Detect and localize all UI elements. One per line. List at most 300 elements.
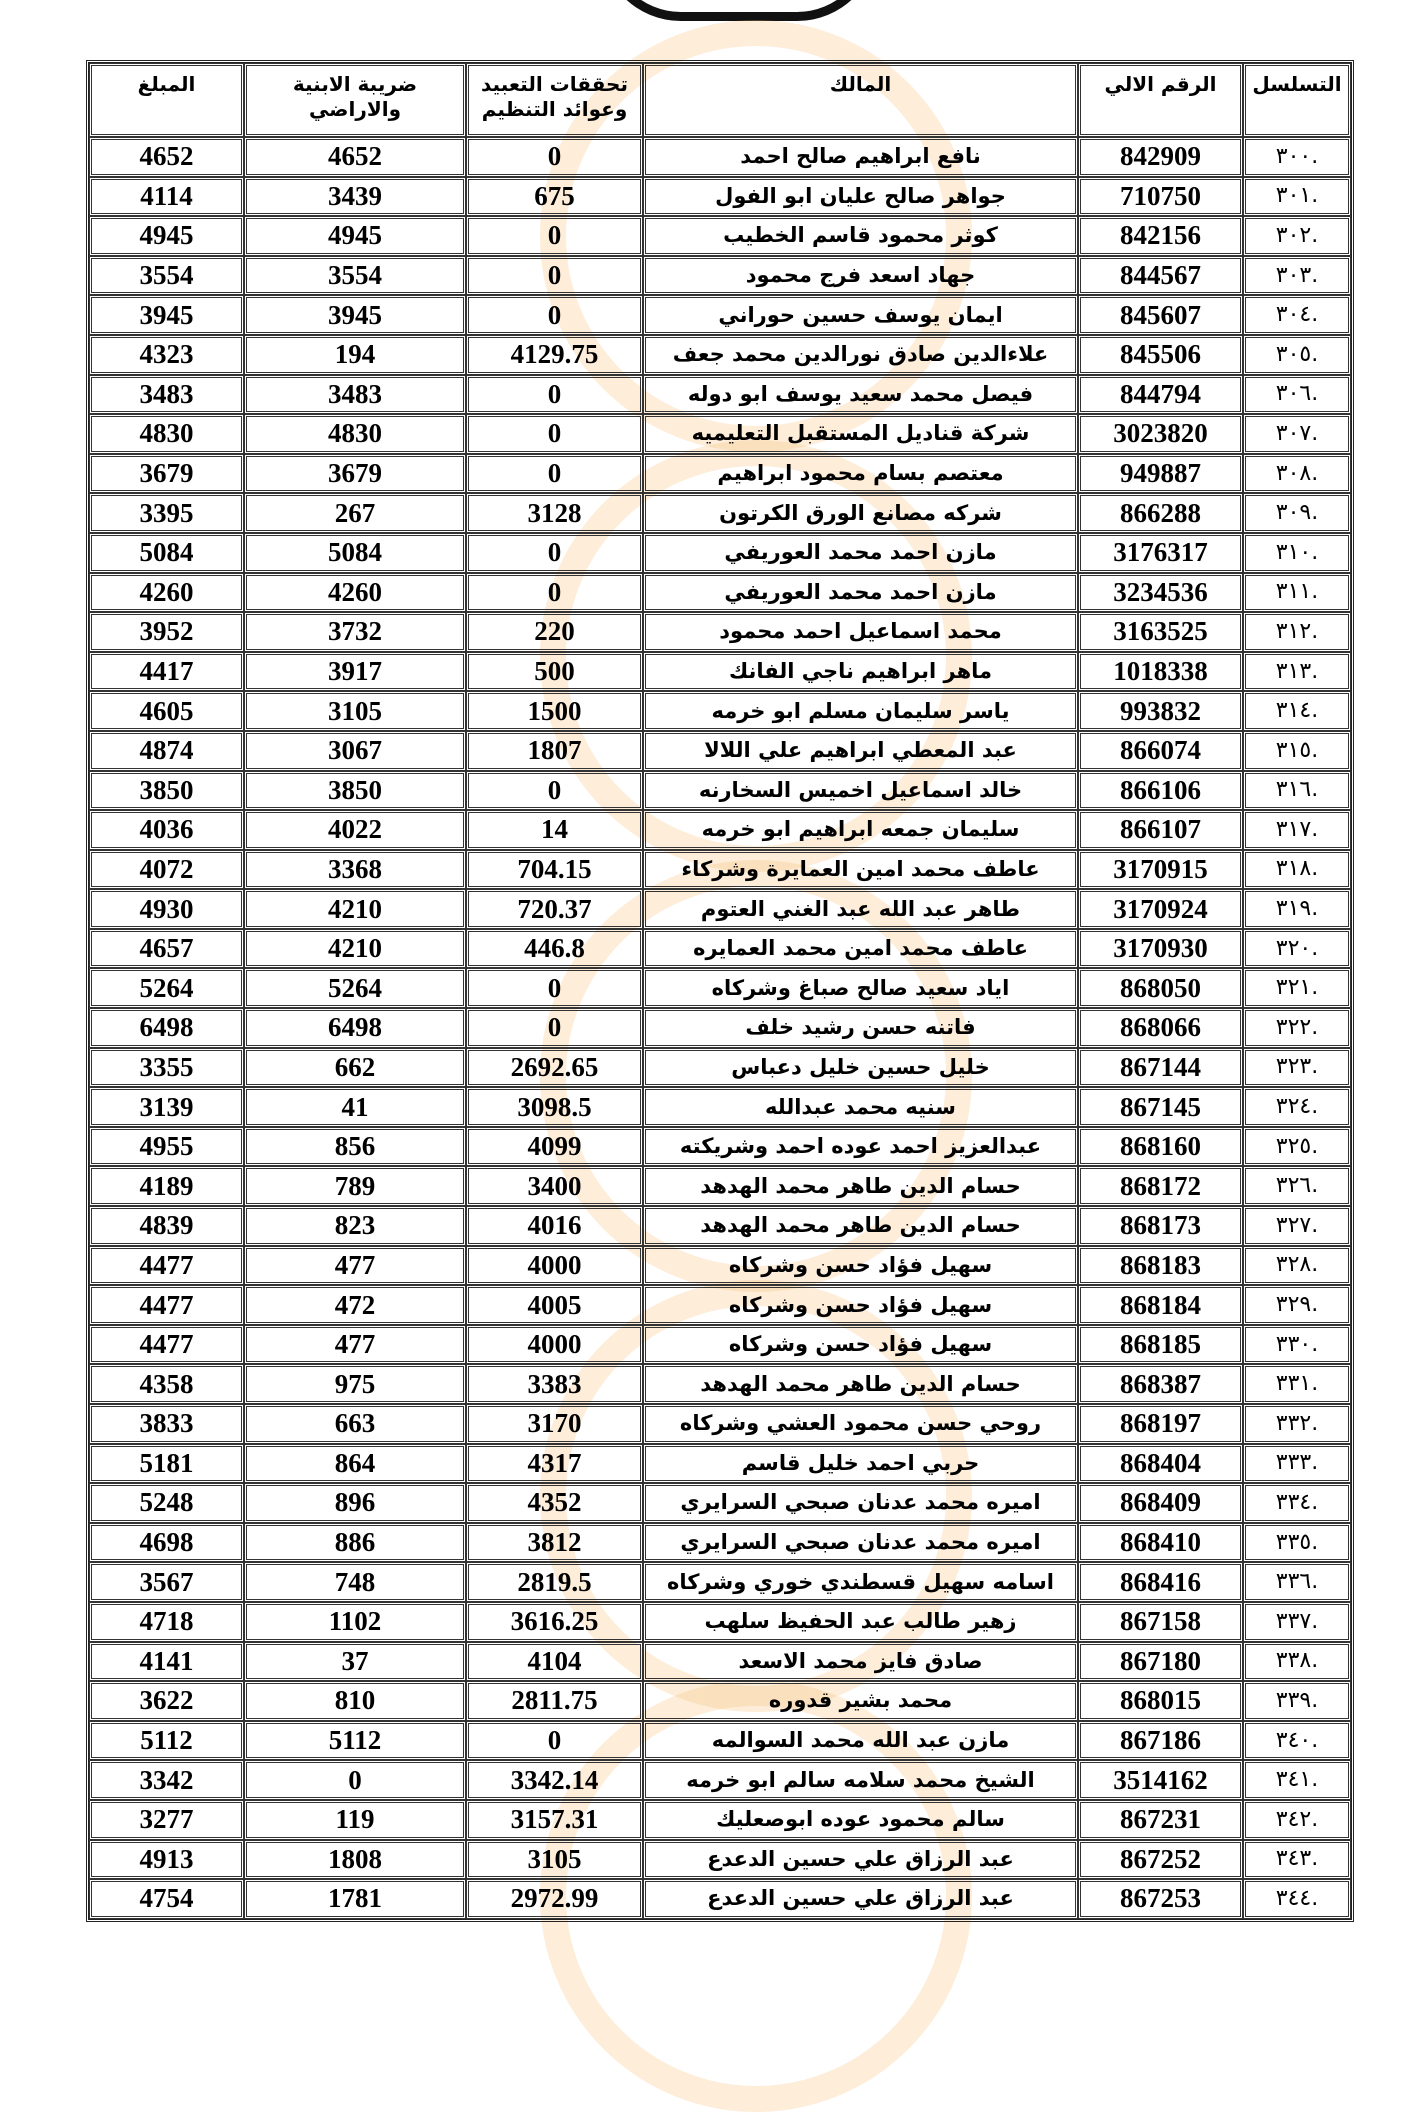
cell-owner: مازن احمد محمد العوريفي bbox=[643, 573, 1078, 613]
table-row bbox=[89, 1285, 1351, 1325]
cell-serial: .٣١٢ bbox=[1243, 612, 1351, 652]
table-row bbox=[89, 1444, 1351, 1484]
table-row bbox=[89, 1087, 1351, 1127]
cell-owner: علاءالدين صادق نورالدين محمد جعف bbox=[643, 335, 1078, 375]
cell-amount: 4605 bbox=[89, 691, 244, 731]
cell-improvement-fees: 4016 bbox=[466, 1206, 643, 1246]
cell-owner: عبدالعزيز احمد عوده احمد وشريكته bbox=[643, 1127, 1078, 1167]
cell-building-land-tax: 477 bbox=[244, 1325, 466, 1365]
cell-building-land-tax: 3368 bbox=[244, 850, 466, 890]
cell-building-land-tax: 5264 bbox=[244, 968, 466, 1008]
cell-improvement-fees: 2819.5 bbox=[466, 1562, 643, 1602]
cell-amount: 4839 bbox=[89, 1206, 244, 1246]
cell-owner: حربي احمد خليل قاسم bbox=[643, 1444, 1078, 1484]
cell-amount: 4874 bbox=[89, 731, 244, 771]
cell-improvement-fees: 3383 bbox=[466, 1364, 643, 1404]
cell-building-land-tax: 3067 bbox=[244, 731, 466, 771]
cell-improvement-fees: 2972.99 bbox=[466, 1879, 643, 1919]
cell-owner: اسامه سهيل قسطندي خوري وشركاه bbox=[643, 1562, 1078, 1602]
header-building-land-tax: ضريبة الابنية والاراضي bbox=[244, 63, 466, 137]
cell-serial: .٣٤٠ bbox=[1243, 1721, 1351, 1761]
cell-serial: .٣٠٥ bbox=[1243, 335, 1351, 375]
cell-owner: زهير طالب عبد الحفيظ سلهب bbox=[643, 1602, 1078, 1642]
cell-building-land-tax: 6498 bbox=[244, 1008, 466, 1048]
cell-improvement-fees: 3170 bbox=[466, 1404, 643, 1444]
cell-owner: اميره محمد عدنان صبحي السرايري bbox=[643, 1483, 1078, 1523]
cell-auto-number: 868015 bbox=[1078, 1681, 1243, 1721]
cell-building-land-tax: 4022 bbox=[244, 810, 466, 850]
table-row bbox=[89, 810, 1351, 850]
table-row bbox=[89, 1523, 1351, 1563]
cell-owner: روحي حسن محمود العشي وشركاه bbox=[643, 1404, 1078, 1444]
cell-amount: 5264 bbox=[89, 968, 244, 1008]
cell-amount: 4141 bbox=[89, 1642, 244, 1682]
cell-auto-number: 867253 bbox=[1078, 1879, 1243, 1919]
cell-serial: .٣١٧ bbox=[1243, 810, 1351, 850]
cell-building-land-tax: 1808 bbox=[244, 1840, 466, 1880]
table-row bbox=[89, 493, 1351, 533]
cell-auto-number: 3170924 bbox=[1078, 889, 1243, 929]
cell-serial: .٣٠٦ bbox=[1243, 375, 1351, 415]
cell-building-land-tax: 41 bbox=[244, 1087, 466, 1127]
table-row bbox=[89, 295, 1351, 335]
cell-auto-number: 867144 bbox=[1078, 1048, 1243, 1088]
cell-amount: 4114 bbox=[89, 177, 244, 217]
header-owner: المالك bbox=[643, 63, 1078, 137]
cell-improvement-fees: 4000 bbox=[466, 1246, 643, 1286]
cell-auto-number: 845506 bbox=[1078, 335, 1243, 375]
cell-owner: اميره محمد عدنان صبحي السرايري bbox=[643, 1523, 1078, 1563]
cell-owner: محمد اسماعيل احمد محمود bbox=[643, 612, 1078, 652]
cell-amount: 4358 bbox=[89, 1364, 244, 1404]
cell-improvement-fees: 0 bbox=[466, 256, 643, 296]
cell-owner: عبد المعطي ابراهيم علي اللالا bbox=[643, 731, 1078, 771]
cell-serial: .٣١١ bbox=[1243, 573, 1351, 613]
cell-serial: .٣٤٣ bbox=[1243, 1840, 1351, 1880]
cell-auto-number: 867186 bbox=[1078, 1721, 1243, 1761]
cell-auto-number: 866107 bbox=[1078, 810, 1243, 850]
table-row bbox=[89, 216, 1351, 256]
table-row bbox=[89, 929, 1351, 969]
table-row bbox=[89, 177, 1351, 217]
table-row bbox=[89, 1166, 1351, 1206]
cell-building-land-tax: 810 bbox=[244, 1681, 466, 1721]
cell-amount: 4955 bbox=[89, 1127, 244, 1167]
cell-amount: 4417 bbox=[89, 652, 244, 692]
cell-amount: 4830 bbox=[89, 414, 244, 454]
cell-building-land-tax: 789 bbox=[244, 1166, 466, 1206]
cell-serial: .٣٣٠ bbox=[1243, 1325, 1351, 1365]
table-row bbox=[89, 731, 1351, 771]
cell-amount: 4477 bbox=[89, 1246, 244, 1286]
cell-building-land-tax: 194 bbox=[244, 335, 466, 375]
cell-amount: 4036 bbox=[89, 810, 244, 850]
cell-auto-number: 845607 bbox=[1078, 295, 1243, 335]
cell-auto-number: 867180 bbox=[1078, 1642, 1243, 1682]
cell-auto-number: 866288 bbox=[1078, 493, 1243, 533]
cell-owner: اياد سعيد صالح صباغ وشركاه bbox=[643, 968, 1078, 1008]
cell-improvement-fees: 4129.75 bbox=[466, 335, 643, 375]
table-row bbox=[89, 375, 1351, 415]
cell-improvement-fees: 1807 bbox=[466, 731, 643, 771]
cell-building-land-tax: 3917 bbox=[244, 652, 466, 692]
cell-improvement-fees: 3616.25 bbox=[466, 1602, 643, 1642]
cell-amount: 4698 bbox=[89, 1523, 244, 1563]
cell-serial: .٣٣٩ bbox=[1243, 1681, 1351, 1721]
cell-improvement-fees: 3105 bbox=[466, 1840, 643, 1880]
cell-auto-number: 868404 bbox=[1078, 1444, 1243, 1484]
cell-owner: ماهر ابراهيم ناجي الفانك bbox=[643, 652, 1078, 692]
cell-serial: .٣٣٧ bbox=[1243, 1602, 1351, 1642]
cell-auto-number: 3234536 bbox=[1078, 573, 1243, 613]
table-row bbox=[89, 1364, 1351, 1404]
cell-serial: .٣١٩ bbox=[1243, 889, 1351, 929]
cell-building-land-tax: 3554 bbox=[244, 256, 466, 296]
table-row bbox=[89, 1404, 1351, 1444]
cell-serial: .٣٣٥ bbox=[1243, 1523, 1351, 1563]
cell-amount: 3679 bbox=[89, 454, 244, 494]
table-row bbox=[89, 1048, 1351, 1088]
cell-owner: حسام الدين طاهر محمد الهدهد bbox=[643, 1364, 1078, 1404]
cell-improvement-fees: 0 bbox=[466, 1721, 643, 1761]
cell-amount: 3850 bbox=[89, 771, 244, 811]
cell-building-land-tax: 4945 bbox=[244, 216, 466, 256]
cell-serial: .٣١٤ bbox=[1243, 691, 1351, 731]
table-row bbox=[89, 414, 1351, 454]
cell-serial: .٣١٠ bbox=[1243, 533, 1351, 573]
cell-improvement-fees: 2811.75 bbox=[466, 1681, 643, 1721]
cell-improvement-fees: 0 bbox=[466, 1008, 643, 1048]
cell-owner: سليمان جمعه ابراهيم ابو خرمه bbox=[643, 810, 1078, 850]
cell-auto-number: 868410 bbox=[1078, 1523, 1243, 1563]
cell-amount: 3567 bbox=[89, 1562, 244, 1602]
table-row bbox=[89, 771, 1351, 811]
cell-serial: .٣٠١ bbox=[1243, 177, 1351, 217]
cell-auto-number: 867231 bbox=[1078, 1800, 1243, 1840]
cell-owner: فاتنه حسن رشيد خلف bbox=[643, 1008, 1078, 1048]
cell-improvement-fees: 3128 bbox=[466, 493, 643, 533]
cell-amount: 3554 bbox=[89, 256, 244, 296]
cell-auto-number: 868173 bbox=[1078, 1206, 1243, 1246]
cell-auto-number: 844567 bbox=[1078, 256, 1243, 296]
table-row bbox=[89, 1642, 1351, 1682]
cell-amount: 4260 bbox=[89, 573, 244, 613]
cell-improvement-fees: 0 bbox=[466, 454, 643, 494]
cell-serial: .٣٣٣ bbox=[1243, 1444, 1351, 1484]
cell-auto-number: 993832 bbox=[1078, 691, 1243, 731]
cell-owner: عاطف محمد امين العمايرة وشركاء bbox=[643, 850, 1078, 890]
cell-amount: 4477 bbox=[89, 1325, 244, 1365]
cell-auto-number: 868172 bbox=[1078, 1166, 1243, 1206]
cell-building-land-tax: 4210 bbox=[244, 929, 466, 969]
cell-owner: جواهر صالح عليان ابو الفول bbox=[643, 177, 1078, 217]
cell-building-land-tax: 472 bbox=[244, 1285, 466, 1325]
cell-building-land-tax: 4652 bbox=[244, 137, 466, 177]
cell-building-land-tax: 5084 bbox=[244, 533, 466, 573]
cell-auto-number: 949887 bbox=[1078, 454, 1243, 494]
table-row bbox=[89, 1483, 1351, 1523]
cell-serial: .٣١٨ bbox=[1243, 850, 1351, 890]
cell-improvement-fees: 704.15 bbox=[466, 850, 643, 890]
cell-building-land-tax: 3679 bbox=[244, 454, 466, 494]
cell-improvement-fees: 4005 bbox=[466, 1285, 643, 1325]
table-row bbox=[89, 454, 1351, 494]
cell-owner: كوثر محمود قاسم الخطيب bbox=[643, 216, 1078, 256]
cell-building-land-tax: 663 bbox=[244, 1404, 466, 1444]
cell-amount: 3395 bbox=[89, 493, 244, 533]
table-row bbox=[89, 573, 1351, 613]
cell-improvement-fees: 4352 bbox=[466, 1483, 643, 1523]
cell-improvement-fees: 3098.5 bbox=[466, 1087, 643, 1127]
cell-owner: الشيخ محمد سلامه سالم ابو خرمه bbox=[643, 1760, 1078, 1800]
cell-building-land-tax: 5112 bbox=[244, 1721, 466, 1761]
cell-building-land-tax: 3483 bbox=[244, 375, 466, 415]
cell-serial: .٣٢٤ bbox=[1243, 1087, 1351, 1127]
cell-building-land-tax: 0 bbox=[244, 1760, 466, 1800]
table-row bbox=[89, 335, 1351, 375]
cell-auto-number: 3514162 bbox=[1078, 1760, 1243, 1800]
cell-serial: .٣٣٢ bbox=[1243, 1404, 1351, 1444]
cell-auto-number: 868387 bbox=[1078, 1364, 1243, 1404]
cell-amount: 4189 bbox=[89, 1166, 244, 1206]
cell-auto-number: 868416 bbox=[1078, 1562, 1243, 1602]
cell-improvement-fees: 0 bbox=[466, 968, 643, 1008]
cell-serial: .٣٠٩ bbox=[1243, 493, 1351, 533]
header-auto-number: الرقم الالي bbox=[1078, 63, 1243, 137]
cell-amount: 4913 bbox=[89, 1840, 244, 1880]
cell-building-land-tax: 886 bbox=[244, 1523, 466, 1563]
cell-amount: 4930 bbox=[89, 889, 244, 929]
table-row bbox=[89, 533, 1351, 573]
cell-improvement-fees: 4099 bbox=[466, 1127, 643, 1167]
cell-auto-number: 3170915 bbox=[1078, 850, 1243, 890]
cell-auto-number: 868185 bbox=[1078, 1325, 1243, 1365]
cell-improvement-fees: 4000 bbox=[466, 1325, 643, 1365]
cell-serial: .٣٢٦ bbox=[1243, 1166, 1351, 1206]
cell-amount: 3952 bbox=[89, 612, 244, 652]
cell-owner: خالد اسماعيل اخميس السخارنه bbox=[643, 771, 1078, 811]
cell-improvement-fees: 0 bbox=[466, 375, 643, 415]
cell-owner: خليل حسين خليل دعباس bbox=[643, 1048, 1078, 1088]
table-row bbox=[89, 1879, 1351, 1919]
table-row bbox=[89, 968, 1351, 1008]
cell-serial: .٣٠٢ bbox=[1243, 216, 1351, 256]
cell-auto-number: 868066 bbox=[1078, 1008, 1243, 1048]
table-row bbox=[89, 612, 1351, 652]
cell-amount: 4945 bbox=[89, 216, 244, 256]
cell-amount: 3139 bbox=[89, 1087, 244, 1127]
cell-improvement-fees: 4317 bbox=[466, 1444, 643, 1484]
emblem-arc bbox=[600, 0, 878, 21]
table-row bbox=[89, 889, 1351, 929]
cell-improvement-fees: 14 bbox=[466, 810, 643, 850]
cell-improvement-fees: 3157.31 bbox=[466, 1800, 643, 1840]
cell-owner: نافع ابراهيم صالح احمد bbox=[643, 137, 1078, 177]
cell-improvement-fees: 500 bbox=[466, 652, 643, 692]
cell-amount: 5084 bbox=[89, 533, 244, 573]
cell-auto-number: 868197 bbox=[1078, 1404, 1243, 1444]
cell-serial: .٣٣١ bbox=[1243, 1364, 1351, 1404]
table-row bbox=[89, 691, 1351, 731]
cell-serial: .٣٤١ bbox=[1243, 1760, 1351, 1800]
cell-improvement-fees: 0 bbox=[466, 414, 643, 454]
cell-auto-number: 842909 bbox=[1078, 137, 1243, 177]
cell-improvement-fees: 0 bbox=[466, 295, 643, 335]
header-serial: التسلسل bbox=[1243, 63, 1351, 137]
cell-owner: صادق فايز محمد الاسعد bbox=[643, 1642, 1078, 1682]
table-row bbox=[89, 1127, 1351, 1167]
cell-serial: .٣٢٧ bbox=[1243, 1206, 1351, 1246]
cell-owner: ايمان يوسف حسين حوراني bbox=[643, 295, 1078, 335]
cell-owner: سهيل فؤاد حسن وشركاه bbox=[643, 1325, 1078, 1365]
cell-improvement-fees: 675 bbox=[466, 177, 643, 217]
cell-improvement-fees: 0 bbox=[466, 771, 643, 811]
table-row bbox=[89, 1325, 1351, 1365]
cell-serial: .٣٣٨ bbox=[1243, 1642, 1351, 1682]
cell-building-land-tax: 864 bbox=[244, 1444, 466, 1484]
cell-improvement-fees: 446.8 bbox=[466, 929, 643, 969]
cell-serial: .٣١٥ bbox=[1243, 731, 1351, 771]
header-amount: المبلغ bbox=[89, 63, 244, 137]
cell-auto-number: 3176317 bbox=[1078, 533, 1243, 573]
cell-auto-number: 3023820 bbox=[1078, 414, 1243, 454]
cell-serial: .٣٤٢ bbox=[1243, 1800, 1351, 1840]
cell-improvement-fees: 3342.14 bbox=[466, 1760, 643, 1800]
cell-building-land-tax: 3732 bbox=[244, 612, 466, 652]
cell-auto-number: 868184 bbox=[1078, 1285, 1243, 1325]
cell-amount: 3833 bbox=[89, 1404, 244, 1444]
cell-improvement-fees: 4104 bbox=[466, 1642, 643, 1682]
cell-amount: 3483 bbox=[89, 375, 244, 415]
cell-serial: .٣٢١ bbox=[1243, 968, 1351, 1008]
cell-improvement-fees: 2692.65 bbox=[466, 1048, 643, 1088]
cell-owner: محمد بشير قدوره bbox=[643, 1681, 1078, 1721]
cell-serial: .٣٤٤ bbox=[1243, 1879, 1351, 1919]
cell-auto-number: 3163525 bbox=[1078, 612, 1243, 652]
cell-building-land-tax: 3105 bbox=[244, 691, 466, 731]
cell-amount: 5112 bbox=[89, 1721, 244, 1761]
cell-owner: سالم محمود عوده ابوصعليك bbox=[643, 1800, 1078, 1840]
cell-owner: عبد الرزاق علي حسين الدعدع bbox=[643, 1840, 1078, 1880]
cell-serial: .٣٢٩ bbox=[1243, 1285, 1351, 1325]
cell-auto-number: 867145 bbox=[1078, 1087, 1243, 1127]
cell-auto-number: 867252 bbox=[1078, 1840, 1243, 1880]
cell-building-land-tax: 4830 bbox=[244, 414, 466, 454]
cell-serial: .٣٠٨ bbox=[1243, 454, 1351, 494]
table-row bbox=[89, 1602, 1351, 1642]
cell-amount: 6498 bbox=[89, 1008, 244, 1048]
cell-improvement-fees: 220 bbox=[466, 612, 643, 652]
cell-building-land-tax: 3945 bbox=[244, 295, 466, 335]
table-row bbox=[89, 652, 1351, 692]
table-row bbox=[89, 256, 1351, 296]
cell-amount: 5248 bbox=[89, 1483, 244, 1523]
cell-building-land-tax: 267 bbox=[244, 493, 466, 533]
cell-serial: .٣٢٣ bbox=[1243, 1048, 1351, 1088]
cell-building-land-tax: 3850 bbox=[244, 771, 466, 811]
cell-serial: .٣٠٣ bbox=[1243, 256, 1351, 296]
table-row bbox=[89, 1246, 1351, 1286]
cell-amount: 4718 bbox=[89, 1602, 244, 1642]
cell-owner: عاطف محمد امين محمد العمايره bbox=[643, 929, 1078, 969]
cell-owner: مازن عبد الله محمد السوالمه bbox=[643, 1721, 1078, 1761]
cell-amount: 3622 bbox=[89, 1681, 244, 1721]
cell-serial: .٣٢٥ bbox=[1243, 1127, 1351, 1167]
table-row bbox=[89, 1681, 1351, 1721]
cell-auto-number: 842156 bbox=[1078, 216, 1243, 256]
cell-improvement-fees: 0 bbox=[466, 216, 643, 256]
cell-owner: سهيل فؤاد حسن وشركاه bbox=[643, 1285, 1078, 1325]
cell-building-land-tax: 4210 bbox=[244, 889, 466, 929]
cell-serial: .٣١٦ bbox=[1243, 771, 1351, 811]
header-improvement-fees: تحققات التعبيد وعوائد التنظيم bbox=[466, 63, 643, 137]
cell-improvement-fees: 1500 bbox=[466, 691, 643, 731]
cell-amount: 5181 bbox=[89, 1444, 244, 1484]
cell-amount: 4323 bbox=[89, 335, 244, 375]
cell-owner: حسام الدين طاهر محمد الهدهد bbox=[643, 1166, 1078, 1206]
cell-serial: .٣١٣ bbox=[1243, 652, 1351, 692]
cell-auto-number: 868050 bbox=[1078, 968, 1243, 1008]
cell-owner: شركة قناديل المستقبل التعليميه bbox=[643, 414, 1078, 454]
cell-owner: طاهر عبد الله عبد الغني العتوم bbox=[643, 889, 1078, 929]
cell-improvement-fees: 3812 bbox=[466, 1523, 643, 1563]
cell-auto-number: 868409 bbox=[1078, 1483, 1243, 1523]
cell-auto-number: 867158 bbox=[1078, 1602, 1243, 1642]
table-row bbox=[89, 1206, 1351, 1246]
cell-building-land-tax: 477 bbox=[244, 1246, 466, 1286]
cell-amount: 4754 bbox=[89, 1879, 244, 1919]
cell-building-land-tax: 896 bbox=[244, 1483, 466, 1523]
cell-amount: 4072 bbox=[89, 850, 244, 890]
cell-serial: .٣٠٧ bbox=[1243, 414, 1351, 454]
cell-improvement-fees: 0 bbox=[466, 533, 643, 573]
cell-owner: مازن احمد محمد العوريفي bbox=[643, 533, 1078, 573]
cell-owner: سهيل فؤاد حسن وشركاه bbox=[643, 1246, 1078, 1286]
table-row bbox=[89, 1008, 1351, 1048]
cell-owner: ياسر سليمان مسلم ابو خرمه bbox=[643, 691, 1078, 731]
cell-building-land-tax: 119 bbox=[244, 1800, 466, 1840]
cell-building-land-tax: 748 bbox=[244, 1562, 466, 1602]
cell-amount: 4652 bbox=[89, 137, 244, 177]
cell-owner: معتصم بسام محمود ابراهيم bbox=[643, 454, 1078, 494]
table-header-row bbox=[89, 63, 1351, 137]
table-row bbox=[89, 1760, 1351, 1800]
cell-owner: فيصل محمد سعيد يوسف ابو دوله bbox=[643, 375, 1078, 415]
cell-building-land-tax: 1781 bbox=[244, 1879, 466, 1919]
cell-building-land-tax: 975 bbox=[244, 1364, 466, 1404]
cell-serial: .٣٣٦ bbox=[1243, 1562, 1351, 1602]
cell-auto-number: 710750 bbox=[1078, 177, 1243, 217]
cell-improvement-fees: 3400 bbox=[466, 1166, 643, 1206]
cell-serial: .٣٠٤ bbox=[1243, 295, 1351, 335]
cell-auto-number: 868160 bbox=[1078, 1127, 1243, 1167]
cell-improvement-fees: 0 bbox=[466, 573, 643, 613]
cell-owner: شركه مصانع الورق الكرتون bbox=[643, 493, 1078, 533]
cell-building-land-tax: 4260 bbox=[244, 573, 466, 613]
table-row bbox=[89, 1562, 1351, 1602]
cell-serial: .٣٣٤ bbox=[1243, 1483, 1351, 1523]
cell-auto-number: 866074 bbox=[1078, 731, 1243, 771]
table-row bbox=[89, 1721, 1351, 1761]
cell-amount: 4657 bbox=[89, 929, 244, 969]
cell-auto-number: 3170930 bbox=[1078, 929, 1243, 969]
cell-auto-number: 866106 bbox=[1078, 771, 1243, 811]
tax-register-table bbox=[86, 60, 1354, 1922]
table-row bbox=[89, 850, 1351, 890]
table-row bbox=[89, 1840, 1351, 1880]
cell-serial: .٣٠٠ bbox=[1243, 137, 1351, 177]
cell-owner: جهاد اسعد فرج محمود bbox=[643, 256, 1078, 296]
